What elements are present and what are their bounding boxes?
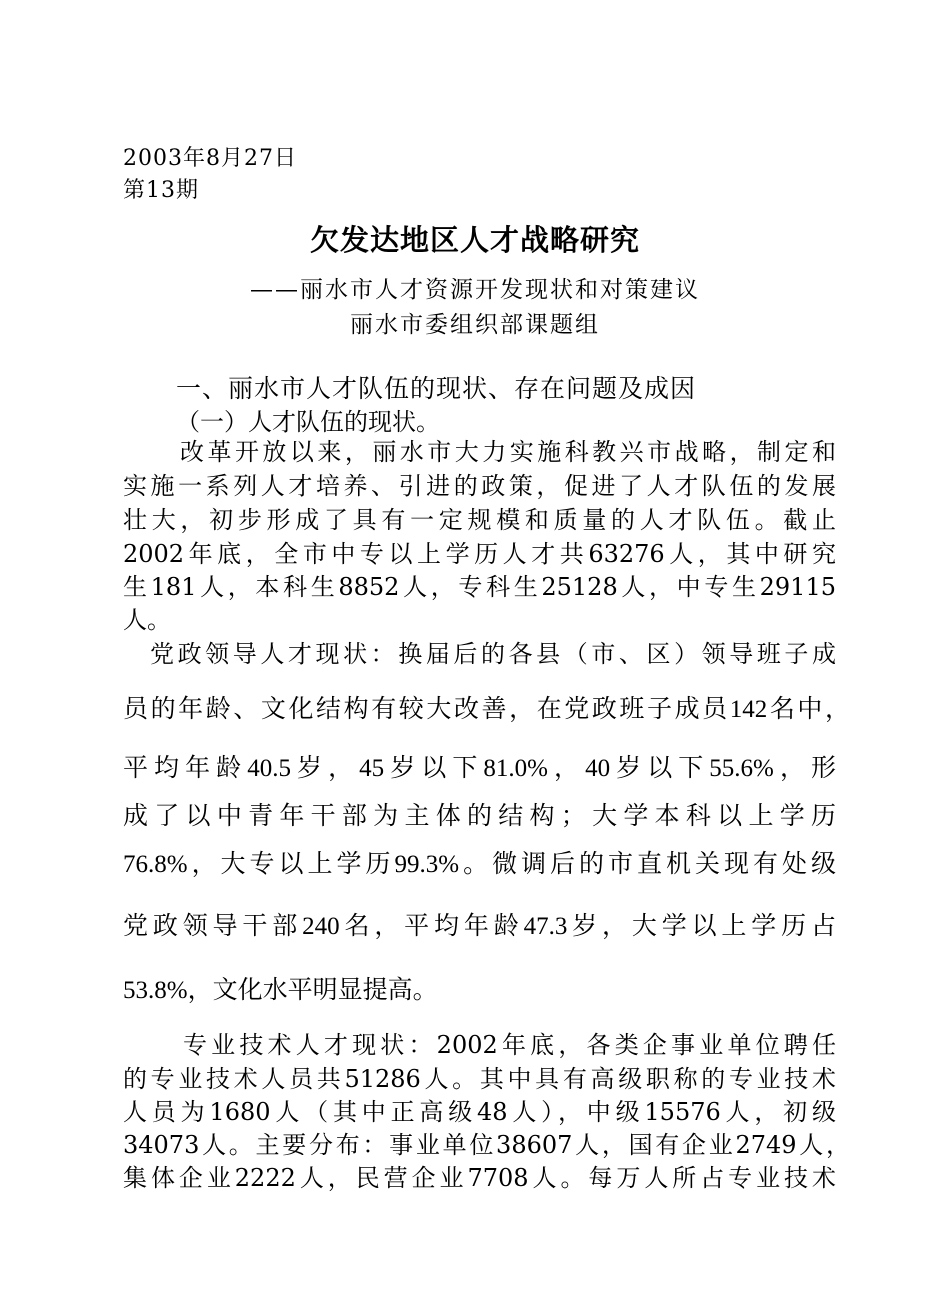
issue-number: 第13期 [123, 178, 199, 203]
paragraph-line: 实施一系列人才培养、引进的政策，促进了人才队伍的发展 [123, 472, 836, 500]
paragraph-line: 人。 [123, 606, 171, 634]
document-subtitle: ——丽水市人才资源开发现状和对策建议 [250, 277, 700, 303]
paragraph-line: 人员为1680人（其中正高级48人），中级15576人，初级 [123, 1098, 836, 1126]
paragraph-line: 专业技术人才现状：2002年底，各类企事业单位聘任 [183, 1031, 836, 1059]
paragraph-line: 76.8%，大专以上学历99.3%。微调后的市直机关现有处级 [123, 851, 836, 878]
publication-date: 2003年8月27日 [123, 146, 297, 171]
paragraph-line: 党政领导人才现状：换届后的各县（市、区）领导班子成 [150, 640, 836, 668]
paragraph-line: 34073人。主要分布：事业单位38607人，国有企业2749人， [123, 1131, 850, 1159]
document-author: 丽水市委组织部课题组 [350, 312, 600, 338]
paragraph-line: 的专业技术人员共51286人。其中具有高级职称的专业技术 [123, 1065, 836, 1093]
paragraph-line: 成了以中青年干部为主体的结构；大学本科以上学历 [123, 803, 836, 830]
paragraph-line: 生181人，本科生8852人，专科生25128人，中专生29115 [123, 573, 836, 601]
paragraph-line: 员的年龄、文化结构有较大改善，在党政班子成员142名中， [123, 696, 850, 723]
subsection-heading: （一）人才队伍的现状。 [176, 408, 440, 436]
document-title: 欠发达地区人才战略研究 [309, 223, 640, 257]
paragraph-line: 党政领导干部240名，平均年龄47.3岁，大学以上学历占 [123, 913, 836, 940]
paragraph-line: 集体企业2222人，民营企业7708人。每万人所占专业技术 [123, 1164, 836, 1192]
paragraph-line: 壮大，初步形成了具有一定规模和质量的人才队伍。截止 [123, 506, 836, 534]
paragraph-line: 53.8%，文化水平明显提高。 [123, 977, 438, 1004]
paragraph-line: 2002年底，全市中专以上学历人才共63276人，其中研究 [123, 540, 836, 568]
section-heading: 一、丽水市人才队伍的现状、存在问题及成因 [176, 374, 697, 403]
paragraph-line: 改革开放以来，丽水市大力实施科教兴市战略，制定和 [180, 438, 836, 466]
paragraph-line: 平均年龄40.5岁，45岁以下81.0%，40岁以下55.6%，形 [123, 755, 836, 782]
